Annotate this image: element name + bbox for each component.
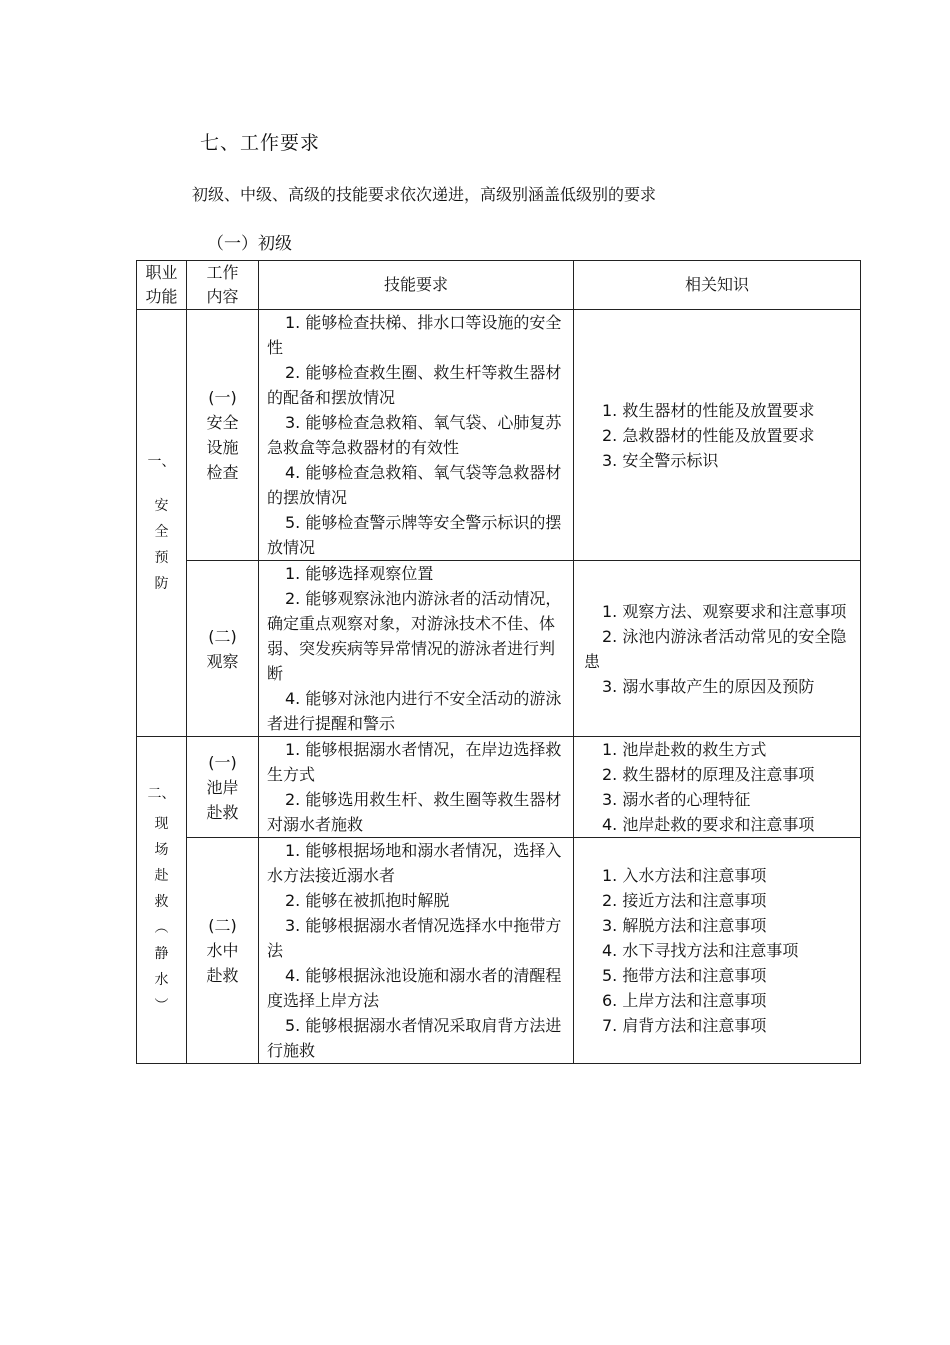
knowledge-item: 5. 拖带方法和注意事项 [602, 966, 767, 985]
knowledge-item: 1. 救生器材的性能及放置要求 [602, 400, 815, 420]
skills-cell [259, 310, 574, 561]
table-row [137, 561, 861, 737]
content-line: 赴救 [206, 966, 239, 985]
header-content-line: 内容 [206, 287, 239, 306]
knowledge-item: 2. 泳池内游泳者活动常见的安全隐患 [584, 626, 847, 671]
function-char: 全 [154, 524, 169, 540]
section-heading: 七、工作要求 [200, 132, 321, 154]
knowledge-item: 2. 急救器材的性能及放置要求 [602, 425, 815, 445]
skill-item: 5. 能够检查警示牌等安全警示标识的摆放情况 [267, 513, 562, 557]
skill-item: 1. 能够选择观察位置 [285, 564, 434, 583]
function-char: 现 [154, 816, 169, 832]
content-cell [187, 838, 259, 1064]
skill-item: 4. 能够对泳池内进行不安全活动的游泳者进行提醒和警示 [267, 689, 562, 733]
skill-item: 2. 能够观察泳池内游泳者的活动情况，确定重点观察对象，对游泳技术不佳、体弱、突发疾病等异常情况的游泳者进行判断 [267, 589, 562, 683]
content-line: (二) [208, 916, 237, 935]
content-cell [187, 737, 259, 838]
skill-item: 1. 能够根据场地和溺水者情况，选择入水方法接近溺水者 [267, 841, 562, 885]
function-char: 静 [154, 946, 169, 962]
knowledge-item: 4. 池岸赴救的要求和注意事项 [602, 815, 815, 834]
function-char: ︵ [154, 920, 169, 936]
skills-cell [259, 838, 574, 1064]
function-cell-safety [137, 310, 187, 737]
header-content-line: 工作 [206, 263, 239, 282]
content-line: 安全 [206, 413, 239, 432]
content-line: 观察 [206, 651, 239, 671]
skill-item: 4. 能够检查急救箱、氧气袋等急救器材的摆放情况 [267, 463, 562, 507]
header-function-line: 职业 [145, 263, 178, 282]
skill-item: 2. 能够在被抓抱时解脱 [285, 891, 450, 910]
knowledge-item: 6. 上岸方法和注意事项 [602, 991, 767, 1010]
skills-cell [259, 737, 574, 838]
content-line: 赴救 [206, 802, 239, 822]
knowledge-item: 3. 溺水者的心理特征 [602, 790, 751, 809]
knowledge-cell [574, 310, 861, 561]
table-row [137, 838, 861, 1064]
content-cell [187, 310, 259, 561]
skill-item: 1. 能够根据溺水者情况，在岸边选择救生方式 [267, 740, 562, 784]
function-char: 赴 [154, 868, 169, 884]
intro-paragraph: 初级、中级、高级的技能要求依次递进，高级别涵盖低级别的要求 [192, 185, 657, 204]
knowledge-item: 2. 救生器材的原理及注意事项 [602, 765, 815, 784]
knowledge-item: 7. 肩背方法和注意事项 [602, 1016, 767, 1035]
function-char: 水 [154, 972, 169, 988]
function-char: 救 [154, 894, 169, 910]
content-line: (二) [208, 626, 237, 646]
header-function [137, 261, 187, 310]
function-char: 安 [154, 498, 169, 514]
knowledge-item: 3. 安全警示标识 [602, 450, 719, 470]
knowledge-cell [574, 561, 861, 737]
skill-item: 3. 能够检查急救箱、氧气袋、心肺复苏急救盒等急救器材的有效性 [267, 413, 562, 457]
function-char: ︶ [154, 998, 169, 1014]
function-char: 防 [154, 576, 169, 592]
header-knowledge: 相关知识 [574, 261, 861, 310]
knowledge-cell [574, 737, 861, 838]
knowledge-cell [574, 838, 861, 1064]
content-line: (一) [208, 752, 237, 772]
function-char: 场 [154, 842, 169, 858]
knowledge-item: 1. 观察方法、观察要求和注意事项 [602, 601, 847, 621]
function-char: 二、 [147, 786, 176, 802]
header-content [187, 261, 259, 310]
content-line: 水中 [206, 941, 239, 960]
level-subheading: （一）初级 [207, 234, 292, 254]
skill-item: 1. 能够检查扶梯、排水口等设施的安全性 [267, 313, 562, 357]
function-cell-rescue [137, 737, 187, 1064]
function-char: 预 [154, 550, 169, 566]
knowledge-item: 3. 溺水事故产生的原因及预防 [602, 676, 815, 696]
content-cell [187, 561, 259, 737]
content-line: 设施 [206, 438, 239, 457]
skill-item: 2. 能够检查救生圈、救生杆等救生器材的配备和摆放情况 [267, 363, 562, 407]
content-line: (一) [208, 388, 237, 407]
header-skills: 技能要求 [259, 261, 574, 310]
skill-item: 3. 能够根据溺水者情况选择水中拖带方法 [267, 916, 562, 960]
table-row [137, 737, 861, 838]
content-line: 检查 [206, 463, 239, 482]
knowledge-item: 1. 池岸赴救的救生方式 [602, 740, 767, 759]
skill-item: 5. 能够根据溺水者情况采取肩背方法进行施救 [267, 1016, 562, 1060]
knowledge-item: 1. 入水方法和注意事项 [602, 866, 767, 885]
header-function-line: 功能 [145, 287, 178, 306]
content-line: 池岸 [206, 777, 239, 797]
knowledge-item: 3. 解脱方法和注意事项 [602, 916, 767, 935]
function-char: 一、 [147, 454, 176, 470]
skill-item: 2. 能够选用救生杆、救生圈等救生器材对溺水者施救 [267, 790, 562, 834]
table-header-row [137, 261, 861, 310]
knowledge-item: 4. 水下寻找方法和注意事项 [602, 941, 799, 960]
skill-item: 4. 能够根据泳池设施和溺水者的清醒程度选择上岸方法 [267, 966, 562, 1010]
table-row [137, 310, 861, 561]
skills-cell [259, 561, 574, 737]
requirements-table [136, 260, 861, 1064]
knowledge-item: 2. 接近方法和注意事项 [602, 891, 767, 910]
